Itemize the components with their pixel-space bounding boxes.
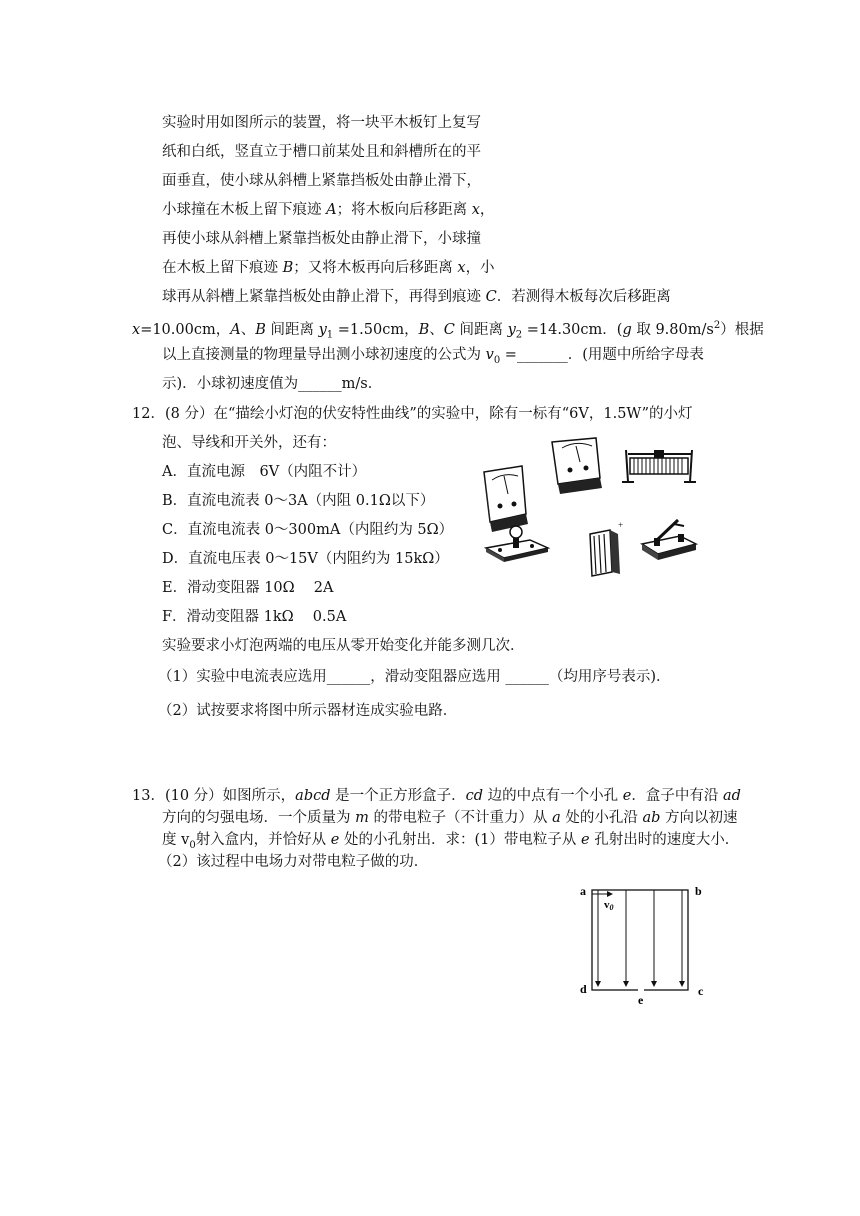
q11-line-2: 纸和白纸，竖直立于槽口前某处且和斜槽所在的平 bbox=[162, 144, 481, 160]
voltmeter-icon bbox=[552, 438, 602, 494]
label-d: d bbox=[580, 982, 587, 996]
q12-option-e: E．滑动变阻器 10Ω 2A bbox=[162, 580, 334, 596]
q11-line-10: 示)．小球初速度值为______m/s． bbox=[162, 376, 383, 392]
lamp-icon bbox=[486, 526, 548, 562]
q12-option-d: D．直流电压表 0～15V（内阻约为 15kΩ） bbox=[162, 551, 449, 567]
label-e: e bbox=[638, 993, 644, 1007]
q11-line-5: 再使小球从斜槽上紧靠挡板处由静止滑下，小球撞 bbox=[162, 231, 481, 247]
label-b: b bbox=[695, 884, 702, 898]
q11-line-7: 球再从斜槽上紧靠挡板处由静止滑下，再得到痕迹 C．若测得木板每次后移距离 bbox=[162, 289, 671, 305]
q12-option-b: B．直流电流表 0～3A（内阻 0.1Ω以下） bbox=[162, 493, 435, 509]
label-c: c bbox=[698, 984, 704, 998]
q13-line-1: 13．(10 分）如图所示，abcd 是一个正方形盒子．cd 边的中点有一个小孔 e．盒子中有沿 ad bbox=[132, 788, 741, 804]
label-v0: v0 bbox=[604, 899, 614, 912]
q12-line-2: 泡、导线和开关外，还有： bbox=[162, 435, 336, 451]
q11-line-8: x=10.00cm，A、B 间距离 $y_1 =1.50cm$，B、C 间距离 $y_2 =14.30cm$．(g 取 $9.80m/s^2$）根据 bbox=[132, 320, 764, 341]
ammeter-icon bbox=[484, 466, 528, 532]
q11-line-4: 小球撞在木板上留下痕迹 A；将木板向后移距离 x， bbox=[162, 202, 495, 218]
q12-sub-2: （2）试按要求将图中所示器材连成实验电路． bbox=[158, 703, 458, 719]
q11-line-9: 以上直接测量的物理量导出测小球初速度的公式为 $v_0$ =_______．(用题中所给字母表 bbox=[162, 347, 704, 366]
equipment-illustration bbox=[478, 436, 704, 584]
q12-sub-1: （1）实验中电流表应选用______，滑动变阻器应选用 ______（均用序号表示)． bbox=[158, 669, 671, 685]
q12-line-1: 12．(8 分）在“描绘小灯泡的伏安特性曲线”的实验中，除有一标有“6V，1.5W”的小灯 bbox=[132, 406, 693, 422]
q13-line-2: 方向的匀强电场．一个质量为 m 的带电粒子（不计重力）从 a 处的小孔沿 ab 方向以初速 bbox=[162, 810, 738, 826]
q11-line-6: 在木板上留下痕迹 B；又将木板再向后移距离 x，小 bbox=[162, 260, 495, 276]
q13-line-4: （2）该过程中电场力对带电粒子做的功． bbox=[158, 854, 429, 870]
q13-line-3: 度 $v_0$射入盒内，并恰好从 e 处的小孔射出．求：(1）带电粒子从 e 孔射出时的速度大小． bbox=[162, 832, 740, 851]
rheostat-icon bbox=[622, 450, 696, 482]
q12-option-f: F．滑动变阻器 1kΩ 0.5A bbox=[162, 609, 347, 625]
field-box-diagram bbox=[572, 880, 712, 1010]
label-a: a bbox=[580, 884, 586, 898]
q12-requirement: 实验要求小灯泡两端的电压从零开始变化并能多测几次． bbox=[162, 638, 525, 654]
switch-icon bbox=[642, 520, 696, 560]
q12-option-a: A．直流电源 6V（内阻不计） bbox=[162, 464, 367, 480]
q11-line-1: 实验时用如图所示的装置，将一块平木板钉上复写 bbox=[162, 115, 481, 131]
q11-line-3: 面垂直，使小球从斜槽上紧靠挡板处由静止滑下， bbox=[162, 173, 481, 189]
svg-text:+: + bbox=[618, 520, 624, 530]
battery-icon bbox=[590, 520, 623, 576]
q12-option-c: C．直流电流表 0～300mA（内阻约为 5Ω） bbox=[162, 522, 454, 538]
